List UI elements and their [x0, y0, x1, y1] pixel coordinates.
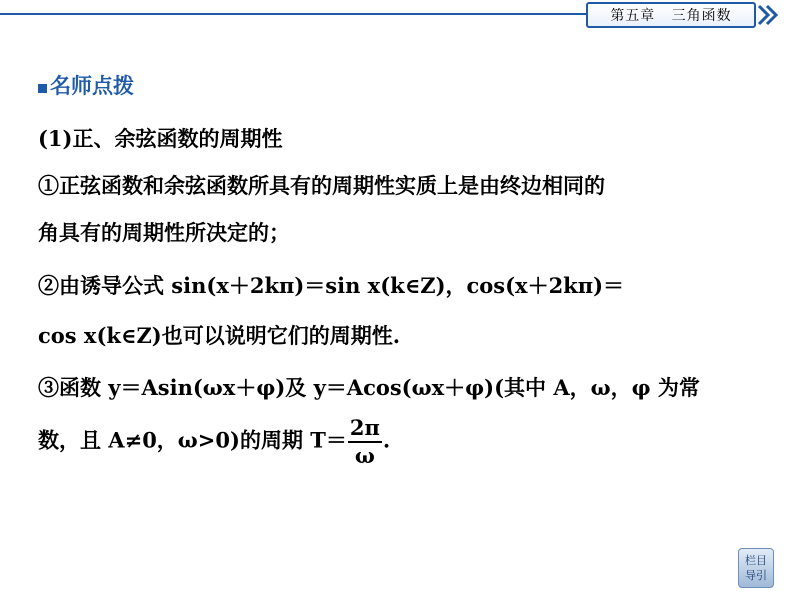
section-title: 名师点拨: [50, 73, 134, 98]
text-line-7-start: 数，且 A≠0，ω>0)的周期 T＝: [38, 427, 347, 453]
square-bullet-icon: [38, 84, 47, 93]
fraction-denominator: ω: [354, 443, 375, 468]
text-line-2: ①正弦函数和余弦函数所具有的周期性实质上是由终边相同的: [38, 173, 605, 198]
text-line-6: ③函数 y＝Asin(ωx＋φ)及 y＝Acos(ωx＋φ)(其中 A，ω，φ 为常: [38, 375, 700, 400]
fraction: [348, 415, 382, 469]
text-line-1: (1)正、余弦函数的周期性: [38, 126, 283, 151]
chapter-tab[interactable]: [586, 2, 756, 28]
text-line-3: 角具有的周期性所决定的；: [38, 220, 290, 245]
chapter-number: 第五章: [610, 8, 656, 24]
text-line-7: [38, 415, 390, 469]
section-heading: [38, 70, 134, 100]
chevron-right-icon: [756, 4, 778, 26]
chapter-title: 三角函数: [671, 8, 732, 24]
header-rule: [0, 13, 590, 15]
nav-label-1: 栏目: [745, 554, 767, 567]
fraction-numerator: 2π: [348, 415, 382, 443]
nav-label-2: 导引: [745, 569, 767, 582]
section-nav-button[interactable]: [738, 548, 774, 588]
text-line-5: cos x(k∈Z)也可以说明它们的周期性.: [38, 323, 401, 348]
text-line-7-end: .: [382, 427, 391, 453]
text-line-4: ②由诱导公式 sin(x＋2kπ)＝sin x(k∈Z)，cos(x＋2kπ)＝: [38, 273, 625, 298]
